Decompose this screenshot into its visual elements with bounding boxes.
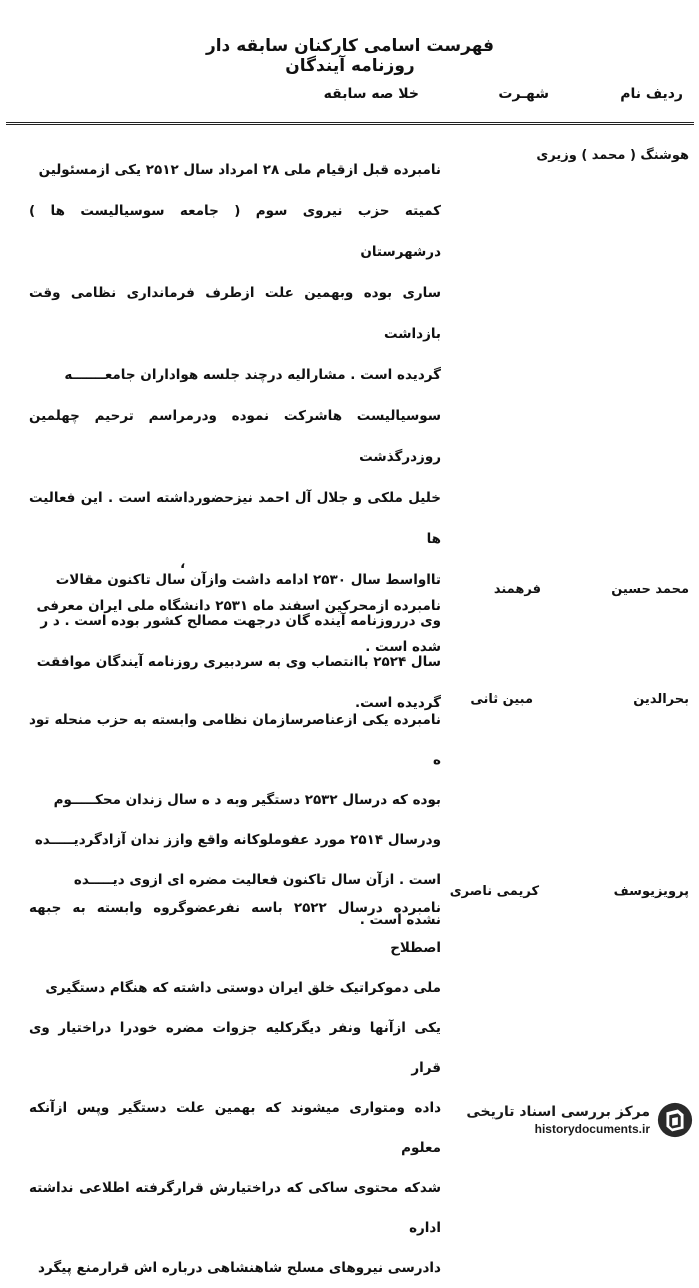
stray-mark: ، — [180, 556, 186, 572]
summary-line: سوسیالیست هاشرکت نموده ودرمراسم ترحیم چهلمین روزدرگذشت — [29, 408, 441, 465]
watermark-text — [466, 1103, 650, 1137]
summary-line: ملی دموکراتیک خلق ایران دوستی داشته که هنگام دستگیری — [45, 980, 441, 996]
watermark-en: historydocuments.ir — [534, 1122, 650, 1136]
summary-line: تااواسط سال ۲۵۳۰ ادامه داشت وازآن سال تاکنون مقالات — [55, 572, 441, 588]
summary-line: وی درروزنامه آینده گان درجهت مصالح کشور بوده است . د ر — [40, 613, 441, 629]
summary-line: ساری بوده وبهمین علت ازطرف فرمانداری نظامی وقت بازداشت — [29, 285, 441, 342]
summary-line: سال ۲۵۲۴ باانتصاب وی به سردبیری روزنامه آیندگان موافقت — [36, 654, 441, 670]
watermark — [420, 1100, 694, 1140]
header-divider-second — [6, 124, 694, 125]
summary-line: نامبرده درسال ۲۵۲۲ باسه نفرعضوگروه وابسته به جبهه اصطلاح — [29, 900, 441, 956]
summary-line: گردیده است. — [354, 695, 441, 711]
summary-line: نامبرده یکی ازعناصرسازمان نظامی وابسته به حزب منحله تود ه — [29, 712, 441, 768]
summary-line: ودرسال ۲۵۱۴ مورد عفوملوکانه واقع وازز ندان آزادگردیـــــده — [34, 832, 441, 848]
header-name: نام — [620, 86, 641, 102]
header-row-number: ردیف — [645, 86, 683, 102]
summary-line: است . ازآن سال تاکنون فعالیت مضره ای ازوی دیـــــده — [73, 872, 441, 888]
record-1-name: هوشنگ ( محمد ) وزیری — [536, 148, 689, 163]
record-4-family: کریمی ناصری — [449, 884, 539, 899]
summary-line: شده است . — [365, 639, 441, 655]
archive-logo-icon — [656, 1101, 694, 1139]
record-3-name: بحرالدین — [633, 692, 689, 707]
record-3-family: مبین ثانی — [470, 692, 533, 707]
record-2-summary — [29, 586, 441, 668]
record-2-name: محمد حسین — [611, 582, 689, 597]
header-divider — [6, 122, 694, 123]
summary-line: نامبرده ازمحرکین اسفند ماه ۲۵۳۱ دانشگاه ملی ایران معرفی — [36, 598, 441, 614]
summary-line: شدکه محتوی ساکی که دراختیارش قرارگرفته اطلاعی نداشته اداره — [29, 1180, 441, 1236]
record-2-family: فرهمند — [493, 582, 541, 597]
document-title: فهرست اسامی کارکنان سابقه دار روزنامه آیندگان — [205, 36, 495, 76]
record-4-summary — [29, 888, 441, 1288]
watermark-fa: مرکز بررسی اسناد تاریخی — [466, 1104, 650, 1120]
summary-line: گردیده است . مشارالیه درچند جلسه هواداران جامعـــــــه — [64, 367, 441, 383]
summary-line: بوده که درسال ۲۵۳۲ دستگیر وبه د ه سال زندان محکـــــوم — [53, 792, 441, 808]
summary-line: داده ومتواری میشوند که بهمین علت دستگیر وپس ازآنکه معلوم — [29, 1100, 441, 1156]
record-4-name: پرویزیوسف — [613, 884, 689, 899]
summary-line: نامبرده قبل ازقیام ملی ۲۸ امرداد سال ۲۵۱۲ یکی ازمسئولین — [38, 162, 441, 178]
summary-line: یکی ازآنها ونفر دیگرکلیه جزوات مضره خودرا دراختیار وی قرار — [29, 1020, 441, 1076]
summary-line: خلیل ملکی و جلال آل احمد نیزحضورداشته است . این فعالیت ها — [29, 490, 441, 547]
header-family: شهـرت — [498, 86, 549, 102]
summary-line: دادرسی نیروهای مسلح شاهنشاهی درباره اش قرارمنع پیگرد — [38, 1260, 441, 1276]
summary-line: کمیته حزب نیروی سوم ( جامعه سوسیالیست ها ) درشهرستان — [29, 203, 441, 260]
header-summary: خلا صه سابقه — [323, 86, 419, 102]
summary-line: نشده است . — [359, 912, 441, 928]
